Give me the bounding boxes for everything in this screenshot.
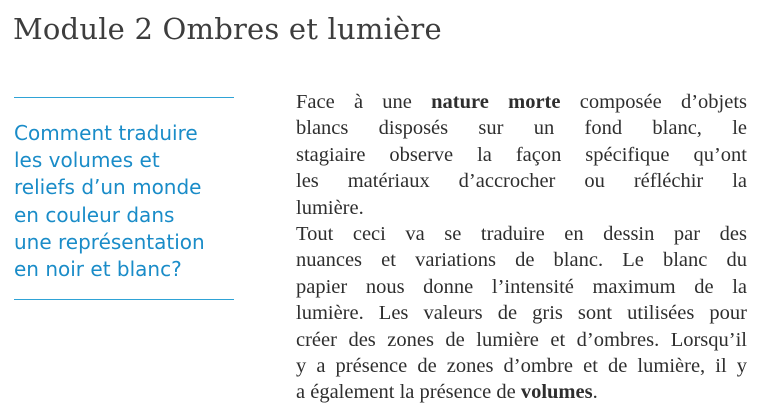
body-text-segment: Face à une	[296, 91, 432, 113]
question-line: les volumes et	[14, 148, 160, 173]
body-emphasis: volumes	[520, 381, 593, 404]
body-line: y a présence de zones d’ombre et de lumière, il y	[296, 354, 747, 377]
body-text-segment: a également la présence de	[296, 381, 521, 404]
body-line	[296, 89, 747, 115]
body-line: lumière. Les valeurs de gris sont utilisées pour	[296, 302, 747, 325]
module-title: Module 2 Ombres et lumière	[13, 12, 442, 46]
question-line: reliefs d’un monde	[14, 175, 202, 200]
body-line	[296, 379, 747, 405]
divider	[14, 97, 234, 98]
sidebar-rule-top	[14, 97, 234, 98]
body-paragraph	[296, 89, 747, 406]
question-line: en noir et blanc?	[14, 257, 182, 282]
body-line: nuances et variations de blanc. Le blanc du	[296, 249, 747, 272]
question-line: Comment traduire	[14, 121, 198, 145]
body-line: les matériaux d’accrocher ou réfléchir la	[296, 170, 747, 193]
body-line: papier nous donne l’intensité maximum de la	[296, 275, 747, 298]
body-line: blancs disposés sur un fond blanc, le	[296, 117, 747, 140]
body-line: stagiaire observe la façon spécifique qu’ont	[296, 143, 747, 166]
sidebar-rule-bottom	[14, 299, 234, 300]
body-emphasis: nature morte	[431, 91, 561, 113]
body-line: lumière.	[296, 196, 364, 219]
body-line: créer des zones de lumière et d’ombres. Lorsqu’il	[296, 328, 747, 351]
body-line: Tout ceci va se traduire en dessin par des	[296, 222, 747, 245]
sidebar-question	[14, 120, 236, 283]
body-text-segment: composée d’objets	[560, 91, 747, 113]
question-line: une représentation	[14, 229, 205, 254]
question-line: en couleur dans	[14, 202, 175, 227]
body-text-segment: .	[592, 381, 598, 404]
